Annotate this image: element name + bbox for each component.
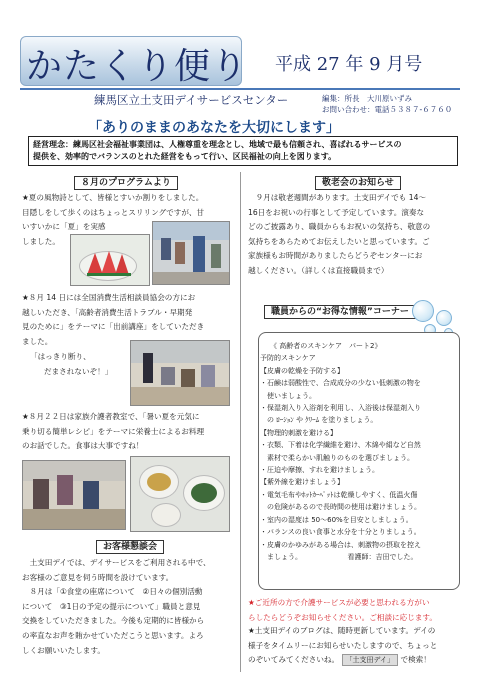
newsletter-title: かたくり便り bbox=[26, 46, 249, 87]
text-line: 素材で柔らかい肌触りのものを選びましょう。 bbox=[260, 453, 414, 462]
column-divider bbox=[240, 172, 241, 672]
header-rule bbox=[20, 88, 460, 90]
text-line: ・圧迫や摩擦、すれを避けましょう。 bbox=[260, 466, 379, 475]
text-line: だまされないぞ！」 bbox=[44, 366, 113, 376]
text-line: ★８月 14 日には全国消費生活相談員協会の方にお bbox=[22, 293, 196, 302]
text-line: ・衣類、下着は化学繊維を避け、木綿や絹など自然 bbox=[260, 441, 421, 450]
watermelon-splitting-photo bbox=[152, 221, 230, 285]
keirou-heading: 敬老会のお知らせ bbox=[315, 176, 401, 190]
program-paragraph-3 bbox=[22, 410, 237, 454]
text-line: ・石鹸は弱酸性で、合成成分の少ない低刺激の物を bbox=[260, 379, 421, 388]
text-line: 【紫外線を避けましょう】 bbox=[260, 478, 344, 487]
text-line: 使いましょう。 bbox=[260, 391, 316, 400]
text-line: ★８月２２日は家族介護者教室で、「暑い夏を元気に bbox=[22, 412, 200, 421]
text-line: ★土支田デイのブログは、随時更新しています。デイの bbox=[248, 626, 436, 635]
text-line: ました。 bbox=[22, 336, 53, 346]
text-line: のぞいてみてくださいね。 bbox=[248, 655, 340, 665]
blog-notice bbox=[248, 624, 460, 668]
contact-line: お問い合わせ：電話５３８７-６７６０ bbox=[322, 105, 453, 114]
text-line: のお話でした。食事は大事ですね！ bbox=[22, 441, 144, 451]
text-line: 気持ちをあらためてお伝えしたいと思っています。ご bbox=[248, 236, 430, 246]
center-name: 練馬区立土支田デイサービスセンター bbox=[94, 93, 289, 107]
keirou-body bbox=[248, 191, 462, 279]
text-line: ８月は「①食堂の座席について ②日々の個別活動 bbox=[22, 587, 203, 597]
text-line: 家族様もお時間がありましたらどうぞセンターにお bbox=[248, 251, 423, 261]
lecture-photo bbox=[130, 340, 230, 406]
philosophy-line: 経営理念：練馬区社会福祉事業団は、人権尊重を理念とし、地域で最も信頼され、喜ばれるサービスの bbox=[33, 140, 402, 149]
bubble-icon bbox=[412, 300, 434, 322]
text-line: どのご披露あり、職員からもお祝いの気持ち、敬意の bbox=[248, 222, 431, 232]
text-line: の率直なお声を賄かせていただこうと思います。よろ bbox=[22, 630, 204, 640]
text-line: ・室内の湿度は 50～60%を目安としましょう。 bbox=[260, 515, 413, 524]
text-line: お客様のご意見を伺う時間を設けています。 bbox=[22, 572, 174, 582]
motto: 「ありのままのあなたを大切にします」 bbox=[88, 120, 340, 136]
text-line: ★夏の風物詩として、皆様とすいか割りをしました。 bbox=[22, 193, 204, 202]
text-line: しました。 bbox=[22, 236, 60, 246]
text-line: いすいかに「夏」を実感 bbox=[22, 222, 106, 232]
text-line: ９月は敬老週間があります。土支田デイでも 14～ bbox=[248, 193, 426, 202]
program-quote bbox=[30, 350, 130, 379]
text-line: 越しください。（詳しくは直接職員まで） bbox=[248, 265, 389, 275]
feedback-heading: お客様懇談会 bbox=[96, 540, 164, 554]
tips-subtitle: 《 高齢者のスキンケア パート2》 bbox=[270, 342, 382, 350]
text-line: しくお願いいたします。 bbox=[22, 645, 105, 655]
text-line: 見のために」をテーマに「出前講座」をしていただき bbox=[22, 322, 205, 332]
text-line: 16日をお祝いの行事として予定しています。演奏な bbox=[248, 207, 425, 217]
feedback-body bbox=[22, 556, 237, 658]
watermelon-photo bbox=[70, 234, 150, 286]
text-line: 「はっきり断り、 bbox=[30, 352, 91, 361]
text-line: 様子をタイムリーにお知らせいたしますので、ちょっと bbox=[248, 640, 438, 650]
program-heading: ８月のプログラムより bbox=[74, 176, 178, 190]
text-line: の ﾛｰｼｮﾝ や ｸﾘｰﾑ を塗りましょう。 bbox=[260, 416, 378, 425]
text-line: ・バランスの良い食事と水分を十分とりましょう。 bbox=[260, 528, 421, 537]
cooking-class-photo bbox=[22, 460, 126, 530]
text-line: 目隠しをして歩くのはちょっとスリリングですが、甘 bbox=[22, 207, 205, 217]
text-line: 【物理的刺激を避ける】 bbox=[260, 428, 337, 437]
text-line: ・保湿剤入り入浴剤を利用し、入浴後は保湿剤入り bbox=[260, 404, 421, 413]
text-line: 越しいただき、「高齢者消費生活トラブル・早期発 bbox=[22, 307, 193, 317]
text-line: ・皮膚のかゆみがある場合は、刺激物の摂取を控え bbox=[260, 540, 421, 549]
text-line: 予防的スキンケア bbox=[260, 354, 316, 363]
text-line: ましょう。 看護師：吉田でした。 bbox=[260, 552, 418, 561]
dish-photo bbox=[130, 456, 230, 532]
text-line: ・電気毛布やﾎｯﾄｶｰﾍﾟｯﾄは乾燥しやすく、低温火傷 bbox=[260, 490, 418, 499]
philosophy-line: 提供を、効率的でバランスのとれた経営をもって行い、区民福祉の向上を図ります。 bbox=[33, 152, 337, 161]
text-line: 乗り切る簡単レシピ」をテーマに栄養士によるお料理 bbox=[22, 426, 205, 436]
tips-body bbox=[260, 340, 455, 563]
text-line: について ③1日の予定の提示について」職員と意見 bbox=[22, 601, 201, 611]
text-line: で検索！ bbox=[400, 655, 431, 665]
text-line: 土支田デイでは、デイサービスをご利用される中で、 bbox=[22, 558, 211, 567]
search-keyword: 「土支田デイ」 bbox=[342, 654, 399, 666]
philosophy-box bbox=[28, 136, 458, 166]
text-line: らしたらどうぞお知らせください。ご相談に応じます。 bbox=[248, 612, 438, 622]
text-line: 交換をしていただきました。今後も定期的に皆様から bbox=[22, 616, 205, 626]
tips-heading: 職員からの“お得な情報”コーナー bbox=[264, 305, 416, 319]
bubble-icon bbox=[436, 310, 452, 326]
consultation-notice bbox=[248, 596, 460, 625]
issue-label: 平成 27 年 9 月号 bbox=[275, 54, 423, 75]
editor-line: 編集：所長 大川原いずみ bbox=[322, 94, 412, 103]
text-line: 【皮膚の乾燥を予防する】 bbox=[260, 366, 344, 375]
text-line: ★ご近所の方で介護サービスが必要と思われる方がい bbox=[248, 598, 430, 607]
text-line: の危険があるので長時間の使用は避けましょう。 bbox=[260, 503, 421, 512]
